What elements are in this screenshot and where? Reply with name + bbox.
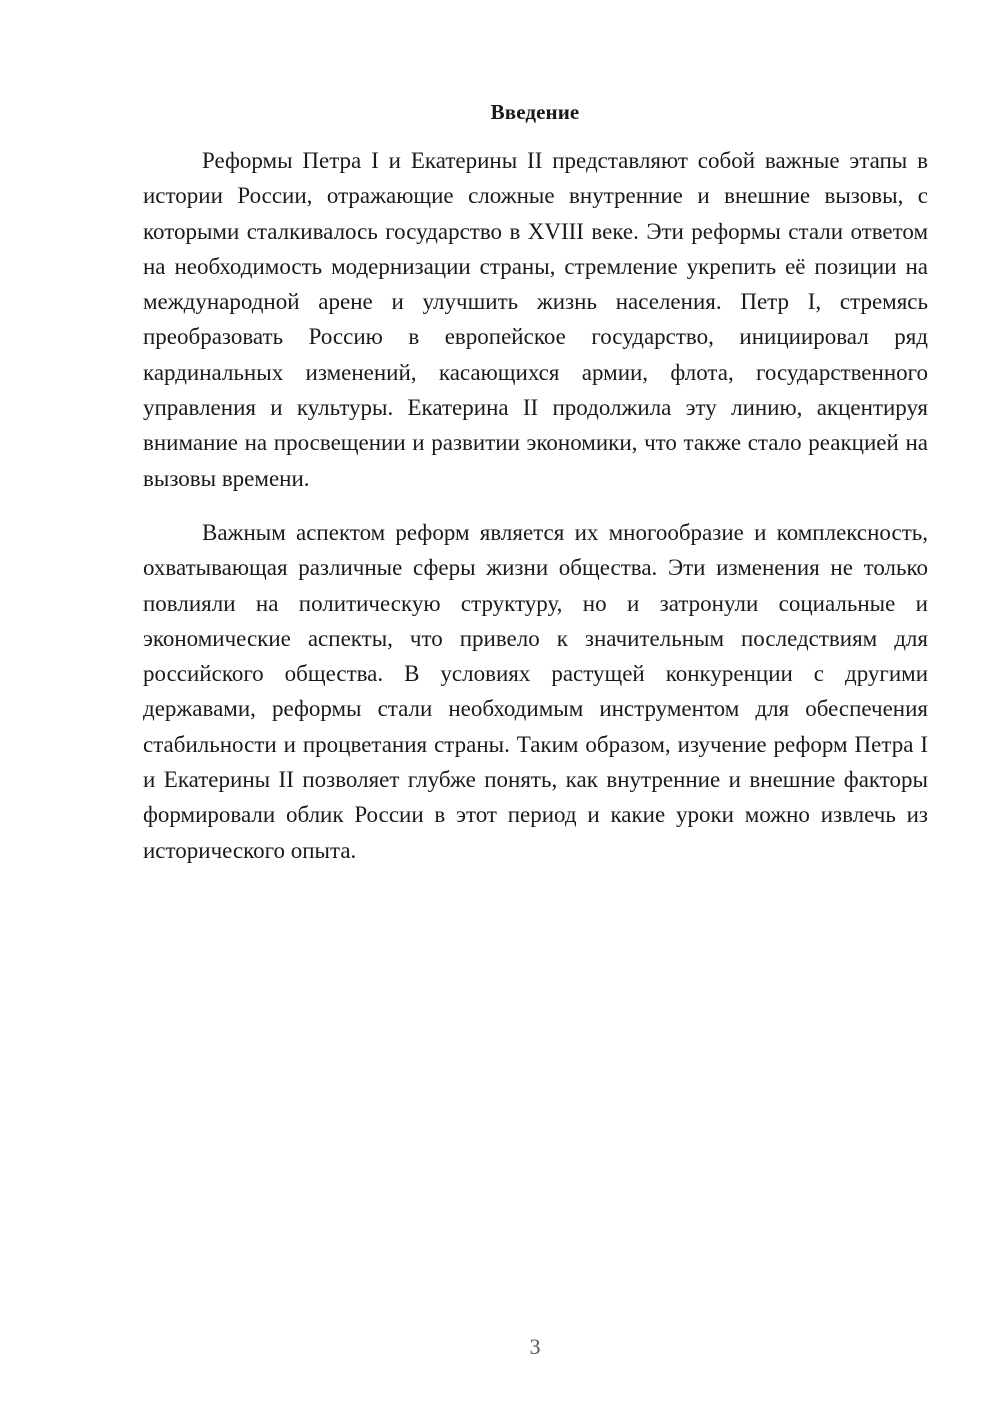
section-heading: Введение: [490, 100, 580, 124]
page-number: 3: [529, 1334, 541, 1359]
paragraph-introduction-1: Реформы Петра I и Екатерины II представляют собой важные этапы в истории России, отражающие сложные внутренние и внешние вызовы, с которыми сталкивалось государство в XVIII веке. Эти реформы стали ответом на необходимость модернизации страны, стремление укрепить её позиции на международной арене и улучшить жизнь населения. Петр I, стремясь преобразовать Россию в европейское государство, инициировал ряд кардинальных изменений, касающихся армии, флота, государственного управления и культуры. Екатерина II продолжила эту линию, акцентируя внимание на просвещении и развитии экономики, что также стало реакцией на вызовы времени.: [143, 148, 928, 491]
paragraph-introduction-2: Важным аспектом реформ является их многообразие и комплексность, охватывающая различные сферы жизни общества. Эти изменения не только повлияли на политическую структуру, но и затронули социальные и экономические аспекты, что привело к значительным последствиям для российского общества. В условиях растущей конкуренции с другими державами, реформы стали необходимым инструментом для обеспечения стабильности и процветания страны. Таким образом, изучение реформ Петра I и Екатерины II позволяет глубже понять, как внутренние и внешние факторы формировали облик России в этот период и какие уроки можно извлечь из исторического опыта.: [143, 520, 928, 863]
